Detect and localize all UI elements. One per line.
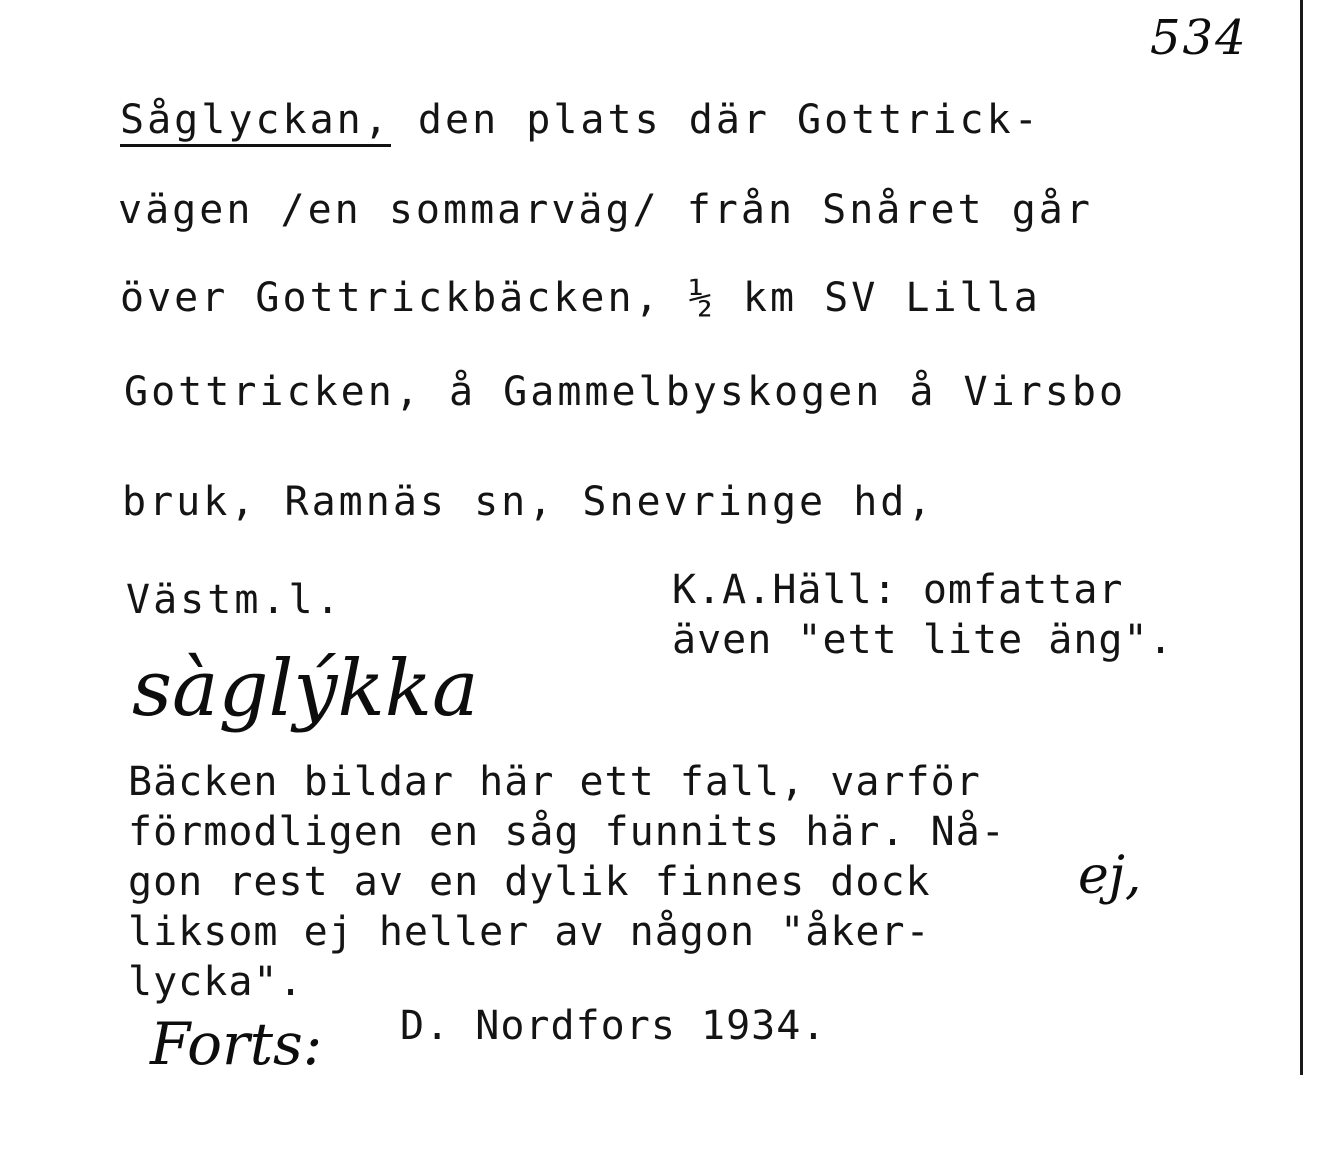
continued-note: Forts: xyxy=(150,1010,323,1078)
entry-line-1-text: den plats där Gottrick- xyxy=(390,97,1041,143)
source-note-line-1: K.A.Häll: omfattar xyxy=(672,567,1124,613)
dialect-form: sàglýkka xyxy=(132,644,479,734)
card-number: 534 xyxy=(1150,10,1248,66)
handwritten-correction: ej, xyxy=(1078,846,1142,906)
entry-line-6: Västm.l. xyxy=(126,577,343,623)
description-line-3: gon rest av en dylik finnes dock xyxy=(128,859,931,905)
headword: Såglyckan, xyxy=(120,100,391,147)
description-line-5: lycka". xyxy=(128,959,304,1005)
description-line-4: liksom ej heller av någon "åker- xyxy=(128,909,931,955)
description-line-2: förmodligen en såg funnits här. Nå- xyxy=(128,809,1006,855)
recorder-signature: D. Nordfors 1934. xyxy=(400,1003,827,1049)
card-edge xyxy=(1300,0,1303,1075)
entry-line-3: över Gottrickbäcken, ½ km SV Lilla xyxy=(120,275,1041,321)
source-note-line-2: även "ett lite äng". xyxy=(672,617,1174,663)
description-line-1: Bäcken bildar här ett fall, varför xyxy=(128,759,981,805)
entry-line-2: vägen /en sommarväg/ från Snåret går xyxy=(118,187,1093,233)
entry-line-4: Gottricken, å Gammelbyskogen å Virsbo xyxy=(124,369,1127,415)
entry-line-5: bruk, Ramnäs sn, Snevringe hd, xyxy=(122,479,935,525)
entry-line-1 xyxy=(120,97,1041,147)
